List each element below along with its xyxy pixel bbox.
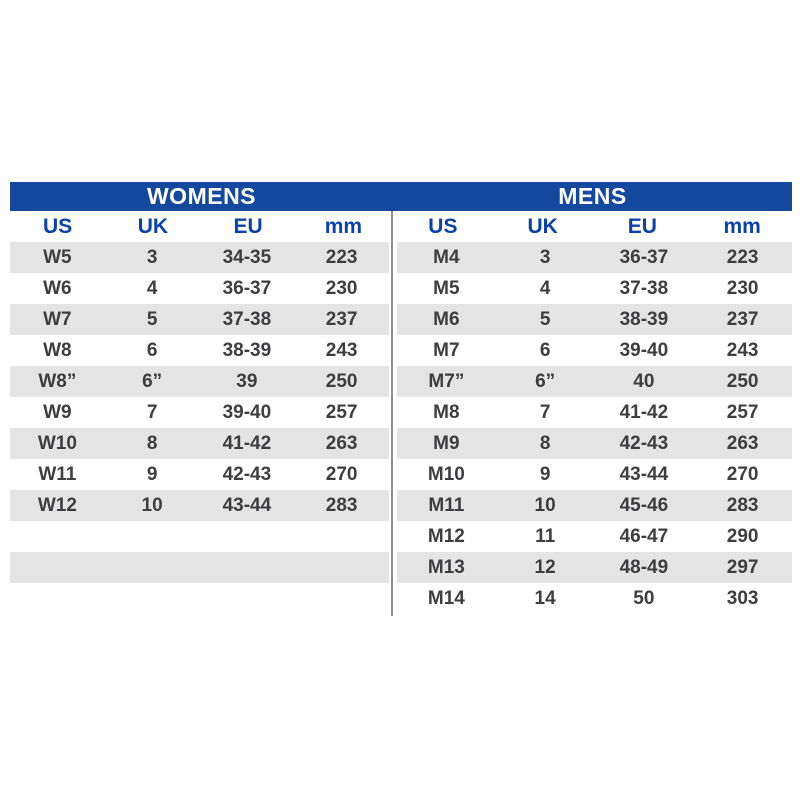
- table-cell: 4: [146, 277, 158, 299]
- table-row: [397, 459, 792, 490]
- table-row: [10, 428, 389, 459]
- table-cell: 3: [146, 246, 158, 268]
- table-cell: 10: [141, 494, 163, 516]
- table-row: [397, 521, 792, 552]
- table-cell: 37-38: [619, 277, 669, 299]
- empty-row: [10, 552, 389, 583]
- womens-col-eu: EU: [233, 214, 263, 238]
- table-cell: 230: [325, 277, 358, 299]
- mens-col-us: US: [428, 214, 458, 238]
- table-row: [397, 552, 792, 583]
- table-cell: 290: [726, 525, 759, 547]
- table-cell: 283: [325, 494, 358, 516]
- table-cell: 39-40: [619, 339, 669, 361]
- table-cell: 6: [539, 339, 551, 361]
- table-cell: 42-43: [619, 432, 669, 454]
- table-row: [10, 304, 389, 335]
- table-row: [397, 335, 792, 366]
- table-cell: M10: [427, 463, 465, 485]
- empty-row: [10, 521, 389, 552]
- table-cell: 270: [726, 463, 759, 485]
- table-row: [397, 490, 792, 521]
- table-cell: 8: [146, 432, 158, 454]
- table-cell: 14: [534, 587, 556, 609]
- table-cell: 5: [146, 308, 158, 330]
- table-cell: 41-42: [222, 432, 272, 454]
- womens-col-mm: mm: [324, 214, 363, 238]
- womens-col-us: US: [43, 214, 73, 238]
- table-cell: 9: [539, 463, 551, 485]
- table-cell: 303: [726, 587, 759, 609]
- table-cell: M8: [433, 401, 460, 423]
- tables-area: [10, 211, 792, 614]
- table-row: [397, 397, 792, 428]
- table-cell: 34-35: [222, 246, 272, 268]
- table-cell: M14: [427, 587, 465, 609]
- table-cell: 45-46: [619, 494, 669, 516]
- table-cell: 223: [325, 246, 358, 268]
- table-cell: 9: [146, 463, 158, 485]
- mens-col-eu: EU: [627, 214, 657, 238]
- mens-col-mm: mm: [723, 214, 761, 238]
- table-cell: W12: [37, 494, 77, 516]
- table-cell: 6”: [535, 370, 556, 392]
- table-cell: W8”: [38, 370, 77, 392]
- table-row: [10, 242, 389, 273]
- table-cell: 223: [726, 246, 759, 268]
- table-cell: 297: [726, 556, 759, 578]
- table-cell: 8: [539, 432, 551, 454]
- table-row: [10, 335, 389, 366]
- table-cell: 6”: [142, 370, 163, 392]
- table-cell: 243: [726, 339, 759, 361]
- table-cell: 237: [726, 308, 759, 330]
- table-row: [397, 583, 792, 614]
- table-row: [397, 428, 792, 459]
- table-cell: W5: [43, 246, 72, 268]
- womens-table: [10, 211, 391, 614]
- table-cell: 10: [534, 494, 556, 516]
- table-cell: M7: [433, 339, 460, 361]
- table-cell: 43-44: [222, 494, 272, 516]
- table-cell: M11: [428, 494, 465, 516]
- table-row: [10, 273, 389, 304]
- table-cell: 43-44: [619, 463, 669, 485]
- table-row: [10, 459, 389, 490]
- table-cell: 3: [539, 246, 551, 268]
- table-cell: 50: [633, 587, 655, 609]
- table-cell: 237: [325, 308, 358, 330]
- table-cell: 7: [539, 401, 551, 423]
- table-row: [397, 366, 792, 397]
- table-cell: 48-49: [619, 556, 669, 578]
- size-chart: [10, 182, 792, 614]
- table-cell: 7: [146, 401, 158, 423]
- table-cell: M12: [427, 525, 465, 547]
- table-row: [397, 242, 792, 273]
- table-cell: 283: [726, 494, 759, 516]
- table-row: [10, 366, 389, 397]
- table-cell: 38-39: [619, 308, 669, 330]
- table-cell: 263: [325, 432, 358, 454]
- table-cell: 36-37: [222, 277, 272, 299]
- table-cell: 42-43: [222, 463, 272, 485]
- table-cell: W9: [43, 401, 72, 423]
- table-cell: 41-42: [619, 401, 669, 423]
- womens-title: WOMENS: [146, 183, 257, 209]
- table-cell: 39-40: [222, 401, 272, 423]
- table-row: [10, 490, 389, 521]
- mens-col-uk: UK: [527, 214, 558, 238]
- table-cell: 230: [726, 277, 759, 299]
- mens-table: [393, 211, 792, 614]
- table-cell: 39: [236, 370, 258, 392]
- table-cell: 270: [325, 463, 358, 485]
- table-cell: 5: [539, 308, 551, 330]
- table-cell: 40: [633, 370, 655, 392]
- table-cell: M6: [433, 308, 460, 330]
- table-cell: W10: [37, 432, 77, 454]
- table-cell: W6: [43, 277, 72, 299]
- table-cell: M5: [433, 277, 460, 299]
- table-cell: 37-38: [222, 308, 272, 330]
- table-cell: 243: [325, 339, 358, 361]
- table-cell: M9: [433, 432, 460, 454]
- table-cell: W11: [38, 463, 77, 485]
- table-cell: M4: [433, 246, 460, 268]
- table-row: [397, 273, 792, 304]
- mens-title: MENS: [558, 183, 627, 209]
- table-cell: 257: [325, 401, 358, 423]
- table-cell: M7”: [428, 370, 465, 392]
- table-cell: W7: [43, 308, 72, 330]
- womens-col-uk: UK: [137, 214, 169, 238]
- table-cell: W8: [43, 339, 72, 361]
- table-cell: 4: [539, 277, 551, 299]
- mens-header-row: [393, 211, 792, 242]
- womens-header-row: [10, 211, 391, 242]
- table-row: [397, 304, 792, 335]
- table-cell: 11: [535, 525, 556, 547]
- table-cell: 36-37: [619, 246, 669, 268]
- table-cell: 46-47: [619, 525, 669, 547]
- empty-row: [10, 583, 389, 614]
- table-row: [10, 397, 389, 428]
- table-cell: 263: [726, 432, 759, 454]
- title-band: [10, 182, 792, 211]
- table-cell: 12: [534, 556, 556, 578]
- table-cell: 6: [146, 339, 158, 361]
- table-cell: 257: [726, 401, 759, 423]
- table-cell: 250: [325, 370, 358, 392]
- table-cell: 250: [726, 370, 759, 392]
- table-cell: 38-39: [222, 339, 272, 361]
- table-cell: M13: [427, 556, 465, 578]
